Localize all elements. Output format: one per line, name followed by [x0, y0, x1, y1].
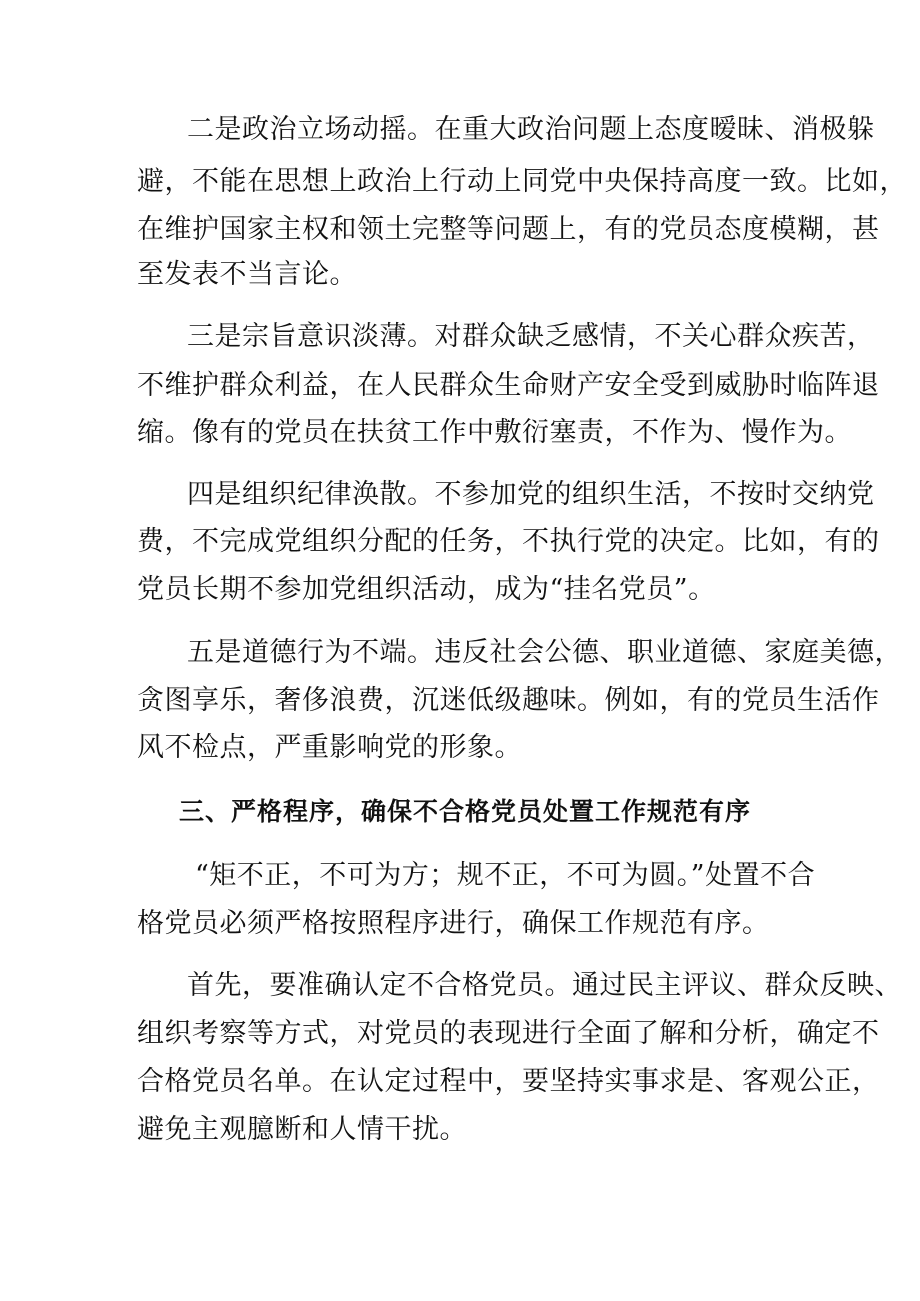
paragraph-5-line-2: 格党员必须严格按照程序进行，确保工作规范有序。	[137, 908, 770, 939]
paragraph-2-line-3: 缩。像有的党员在扶贫工作中敷衍塞责，不作为、慢作为。	[137, 417, 852, 448]
section-heading: 三、严格程序，确保不合格党员处置工作规范有序	[179, 797, 752, 826]
paragraph-6-line-2: 组织考察等方式，对党员的表现进行全面了解和分析，确定不	[137, 1018, 880, 1049]
paragraph-3-line-1: 四是组织纪律涣散。不参加党的组织生活，不按时交纳党	[187, 479, 875, 510]
paragraph-1-line-1: 二是政治立场动摇。在重大政治问题上态度暧昧、消极躲	[187, 114, 875, 145]
paragraph-3-line-3: 党员长期不参加党组织活动，成为“挂名党员”。	[137, 574, 716, 605]
paragraph-2-line-1: 三是宗旨意识淡薄。对群众缺乏感情，不关心群众疾苦，	[187, 321, 875, 352]
paragraph-6-line-4: 避免主观臆断和人情干扰。	[137, 1114, 467, 1145]
paragraph-1-line-4: 至发表不当言论。	[137, 259, 357, 290]
paragraph-4-line-2: 贪图享乐，奢侈浪费，沉迷低级趣味。例如，有的党员生活作	[137, 685, 880, 716]
paragraph-6-line-1: 首先，要准确认定不合格党员。通过民主评议、群众反映、	[187, 970, 902, 1001]
paragraph-3-line-2: 费，不完成党组织分配的任务，不执行党的决定。比如，有的	[137, 526, 880, 557]
paragraph-1-line-2: 避，不能在思想上政治上行动上同党中央保持高度一致。比如，	[137, 166, 907, 197]
paragraph-1-line-3: 在维护国家主权和领土完整等问题上，有的党员态度模糊，甚	[137, 214, 880, 245]
paragraph-4-line-1: 五是道德行为不端。违反社会公德、职业道德、家庭美德，	[187, 637, 902, 668]
paragraph-5-line-1: “矩不正，不可为方；规不正，不可为圆。”处置不合	[195, 860, 816, 891]
paragraph-4-line-3: 风不检点，严重影响党的形象。	[137, 732, 522, 763]
paragraph-6-line-3: 合格党员名单。在认定过程中，要坚持实事求是、客观公正，	[137, 1066, 880, 1097]
paragraph-2-line-2: 不维护群众利益，在人民群众生命财产安全受到威胁时临阵退	[137, 370, 880, 401]
